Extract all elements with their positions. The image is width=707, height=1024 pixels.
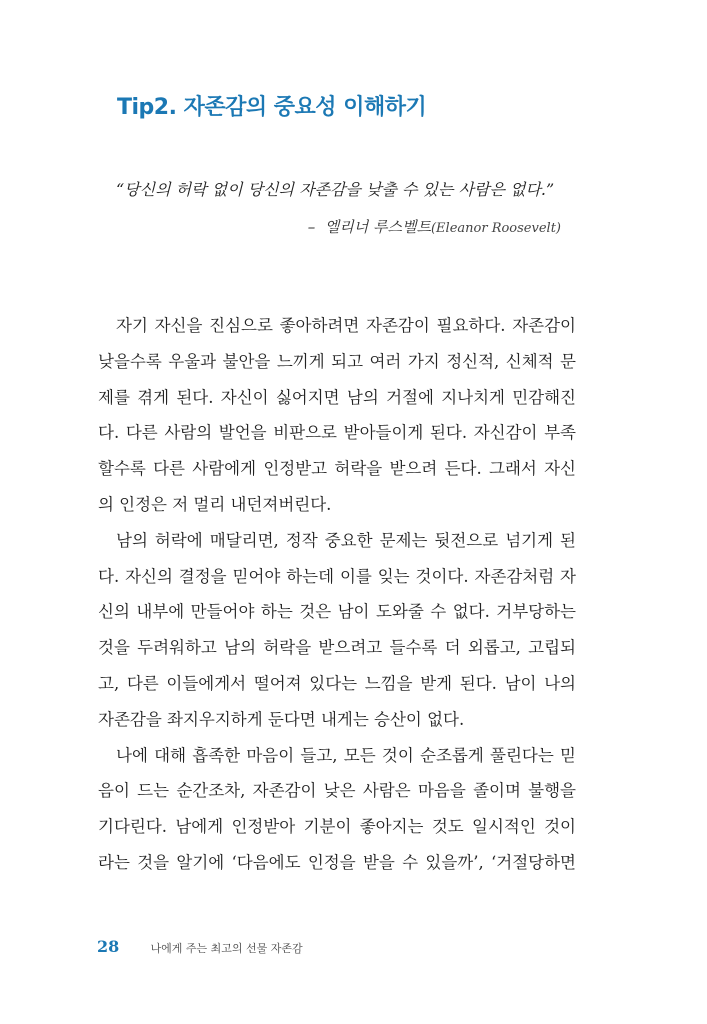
body-line: 기다린다. 남에게 인정받아 기분이 좋아지는 것도 일시적인 것이 [98,817,576,837]
body-line: 라는 것을 알기에 ‘다음에도 인정을 받을 수 있을까’, ‘거절당하면 [98,852,576,872]
body-line: 자기 자신을 진심으로 좋아하려면 자존감이 필요하다. 자존감이 [116,316,576,335]
body-line: 낮을수록 우울과 불안을 느끼게 되고 여러 가지 정신적, 신체적 문 [98,351,576,371]
body-text [98,312,576,885]
epigraph-quote: “당신의 허락 없이 당신의 자존감을 낮출 수 있는 사람은 없다.” [116,180,555,199]
author-english: (Eleanor Roosevelt) [430,221,561,236]
body-line: 다. 다른 사람의 발언을 비판으로 받아들이게 된다. 자신감이 부족 [98,423,576,443]
body-line: 나에 대해 흡족한 마음이 들고, 모든 것이 순조롭게 풀린다는 믿 [116,745,576,765]
body-line: 제를 겪게 된다. 자신이 싫어지면 남의 거절에 지나치게 민감해진 [98,387,576,407]
body-line: 남의 허락에 매달리면, 정작 중요한 문제는 뒷전으로 넘기게 된 [116,530,576,550]
body-line: 고, 다른 이들에게서 떨어져 있다는 느낌을 받게 된다. 남이 나의 [98,673,576,693]
page-footer [97,937,303,956]
section-title: Tip2. 자존감의 중요성 이해하기 [117,95,427,120]
body-line: 의 인정은 저 멀리 내던져버린다. [98,494,332,514]
page-number: 28 [97,937,120,956]
running-book-title: 나에게 주는 최고의 선물 자존감 [150,942,303,955]
attribution-dash: – [307,218,316,236]
body-line: 자존감을 좌지우지하게 둔다면 내게는 승산이 없다. [98,709,465,729]
body-line: 다. 자신의 결정을 믿어야 하는데 이를 잊는 것이다. 자존감처럼 자 [98,566,576,586]
epigraph-attribution [308,216,561,237]
author-korean: 엘리너 루스벨트 [324,218,431,236]
body-line: 할수록 다른 사람에게 인정받고 허락을 받으려 든다. 그래서 자신 [98,459,576,479]
body-line: 신의 내부에 만들어야 하는 것은 남이 도와줄 수 없다. 거부당하는 [98,602,576,622]
body-line: 음이 드는 순간조차, 자존감이 낮은 사람은 마음을 졸이며 불행을 [98,781,576,801]
body-line: 것을 두려워하고 남의 허락을 받으려고 들수록 더 외롭고, 고립되 [98,638,576,658]
